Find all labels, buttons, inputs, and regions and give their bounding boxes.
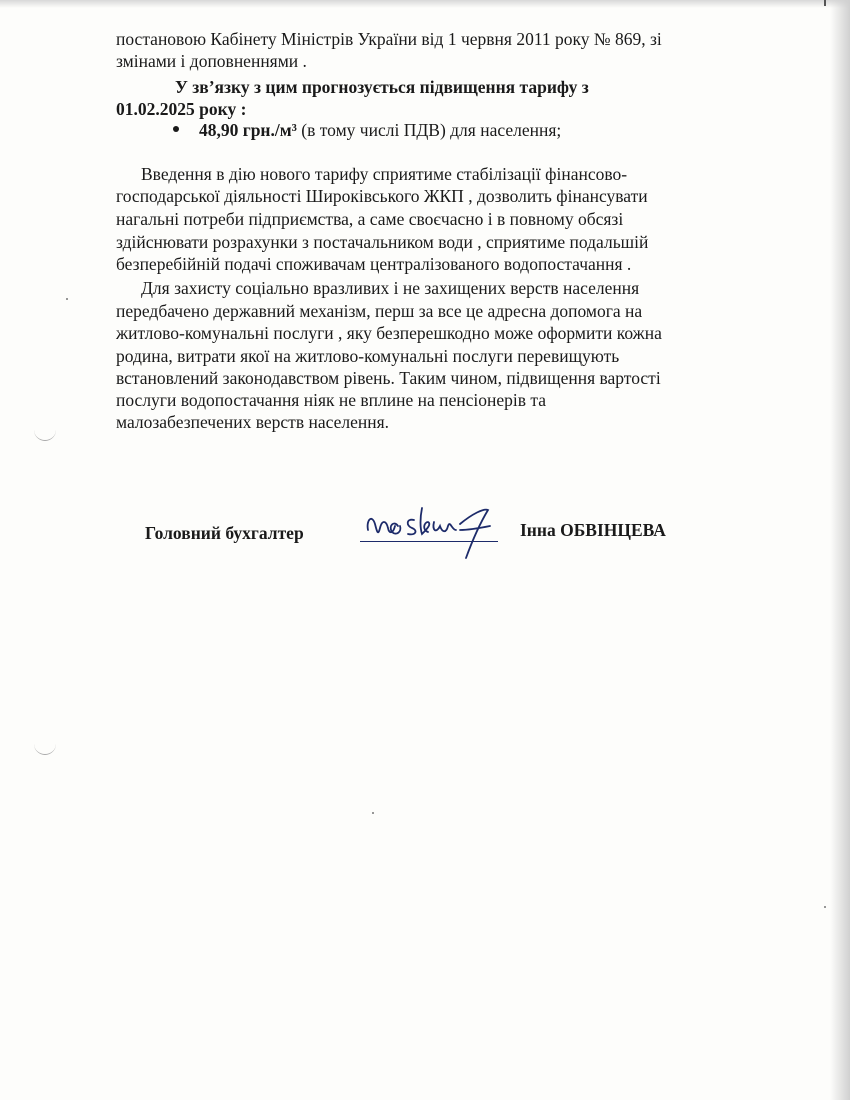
tariff-item — [199, 119, 561, 142]
paragraph-line: послуги водопостачання ніяк не вплине на пенсіонерів та — [116, 390, 547, 410]
page-edge-right-shadow — [830, 0, 850, 1100]
punch-hole-mark — [34, 742, 56, 755]
paragraph-line: господарської діяльності Широківського ЖКП , дозволить фінансувати — [116, 186, 648, 206]
punch-hole-mark — [34, 428, 56, 441]
forecast-date: 01.02.2025 року : — [116, 99, 247, 119]
signatory-role: Головний бухгалтер — [145, 523, 304, 543]
paragraph-line: встановлений законодавством рівень. Таким чином, підвищення вартості — [116, 368, 661, 388]
paragraph-line: безперебійній подачі споживачам централізованого водопостачання . — [116, 254, 632, 274]
paragraph-line: родина, витрати якої на житлово-комунальні послуги перевищують — [116, 346, 620, 366]
text-line: змінами і доповненнями . — [116, 51, 307, 71]
handwritten-signature — [362, 500, 502, 562]
bullet-icon — [173, 126, 179, 132]
signatory-name: Інна ОБВІНЦЕВА — [520, 520, 666, 540]
paragraph-line: житлово-комунальні послуги , яку безперешкодно може оформити кожна — [116, 323, 662, 343]
forecast-heading: У зв’язку з цим прогнозується підвищення тарифу з — [175, 77, 589, 97]
tariff-value: 48,90 грн./м³ — [199, 120, 297, 140]
page-edge-shadow — [0, 0, 850, 8]
scan-artifact — [824, 0, 826, 6]
scan-speck — [372, 812, 374, 814]
paragraph-line: здійснювати розрахунки з постачальником води , сприятиме подальшій — [116, 232, 649, 252]
paragraph-line: Для захисту соціально вразливих і не захищених верств населення — [141, 278, 640, 298]
paragraph-line: передбачено державний механізм, перш за все це адресна допомога на — [116, 301, 643, 321]
paragraph-line: нагальні потреби підприємства, а саме своєчасно і в повному обсязі — [116, 209, 624, 229]
tariff-note: (в тому числі ПДВ) для населення; — [296, 120, 562, 140]
scan-speck — [824, 906, 826, 908]
paragraph-line: малозабезпечених верств населення. — [116, 412, 389, 432]
paragraph-line: Введення в дію нового тарифу сприятиме стабілізації фінансово- — [141, 164, 628, 184]
text-line: постановою Кабінету Міністрів України від 1 червня 2011 року № 869, зі — [116, 29, 662, 49]
scan-speck — [66, 298, 68, 300]
